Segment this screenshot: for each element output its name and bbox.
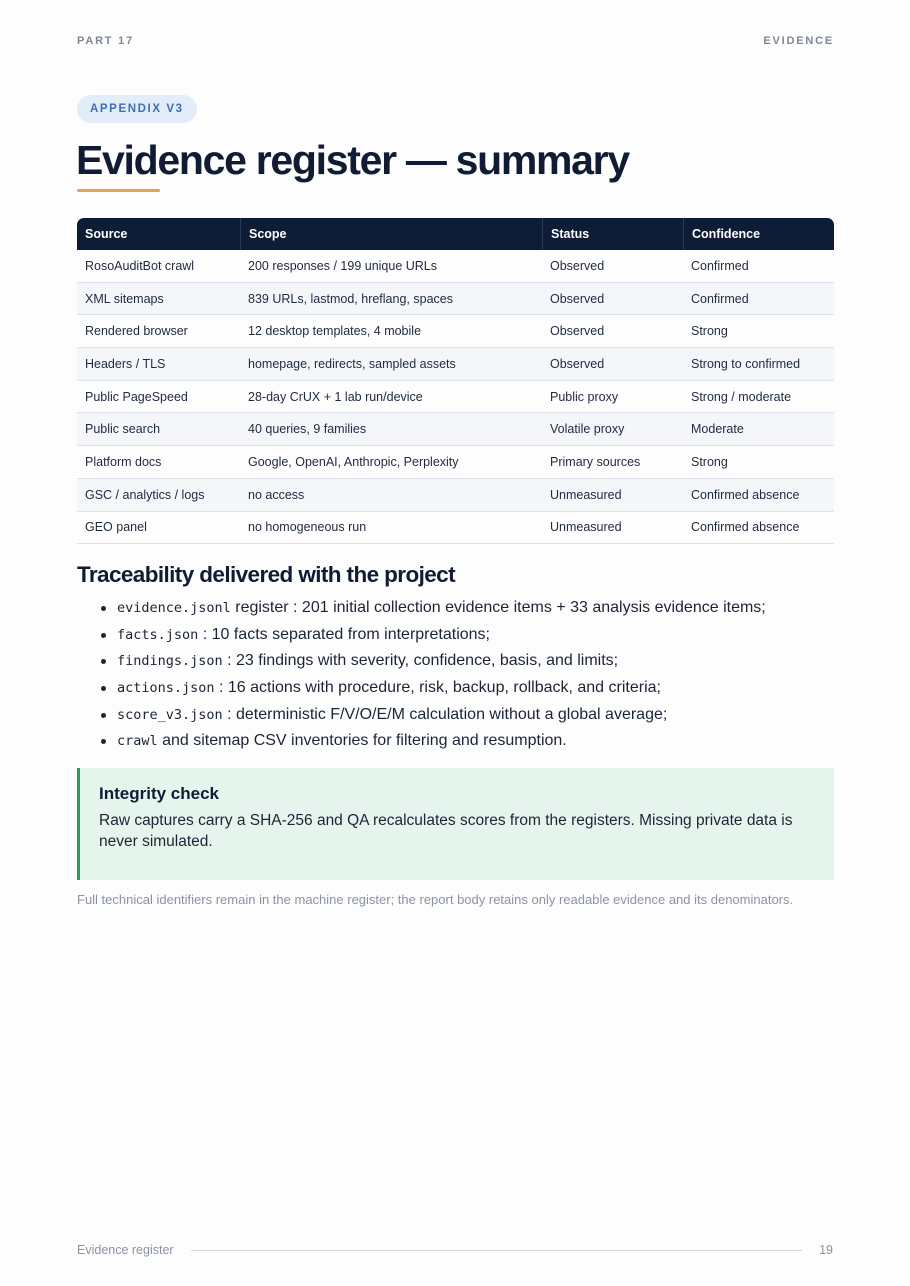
running-header: [77, 35, 834, 47]
cell-confidence: Strong to confirmed: [683, 348, 834, 381]
list-item: [117, 596, 837, 623]
cell-scope: 12 desktop templates, 4 mobile: [240, 315, 542, 348]
table-row: [77, 315, 834, 348]
table-row: [77, 283, 834, 316]
column-header-scope: Scope: [240, 218, 542, 250]
file-name: findings.json: [117, 653, 223, 670]
integrity-callout: [77, 768, 834, 880]
table-row: [77, 381, 834, 414]
table-row: [77, 250, 834, 283]
cell-status: Public proxy: [542, 381, 683, 414]
list-item: [117, 703, 837, 730]
footer-divider: [191, 1250, 803, 1251]
list-item-text: register : 201 initial collection evidence items + 33 analysis evidence items;: [230, 599, 766, 616]
file-name: facts.json: [117, 626, 199, 643]
cell-confidence: Confirmed absence: [683, 512, 834, 545]
cell-source: Public search: [77, 413, 240, 446]
cell-status: Unmeasured: [542, 512, 683, 545]
cell-scope: homepage, redirects, sampled assets: [240, 348, 542, 381]
cell-confidence: Strong: [683, 446, 834, 479]
cell-status: Observed: [542, 283, 683, 316]
cell-source: Public PageSpeed: [77, 381, 240, 414]
table-row: [77, 446, 834, 479]
cell-source: Platform docs: [77, 446, 240, 479]
cell-scope: 40 queries, 9 families: [240, 413, 542, 446]
table-header-row: [77, 218, 834, 250]
page-number: 19: [819, 1243, 833, 1257]
traceability-list: [117, 596, 837, 756]
cell-status: Observed: [542, 250, 683, 283]
cell-source: GEO panel: [77, 512, 240, 545]
page-footer: [77, 1243, 833, 1257]
cell-confidence: Confirmed: [683, 283, 834, 316]
cell-confidence: Confirmed absence: [683, 479, 834, 512]
cell-source: Rendered browser: [77, 315, 240, 348]
cell-status: Volatile proxy: [542, 413, 683, 446]
column-header-source: Source: [77, 218, 240, 250]
table-row: [77, 479, 834, 512]
list-item: [117, 649, 837, 676]
cell-status: Observed: [542, 348, 683, 381]
list-item: [117, 729, 837, 756]
column-header-confidence: Confidence: [683, 218, 834, 250]
list-item-text: : 16 actions with procedure, risk, backup, rollback, and criteria;: [214, 679, 661, 697]
cell-source: RosoAuditBot crawl: [77, 250, 240, 283]
cell-confidence: Strong: [683, 315, 834, 348]
section-label: EVIDENCE: [763, 35, 834, 47]
table-row: [77, 512, 834, 545]
cell-confidence: Confirmed: [683, 250, 834, 283]
column-header-status: Status: [542, 218, 683, 250]
file-name: score_v3.json: [117, 706, 223, 723]
file-name: actions.json: [117, 680, 215, 697]
callout-title: Integrity check: [99, 784, 219, 803]
footnote: Full technical identifiers remain in the machine register; the report body retains only readable evidence and its denominators.: [77, 892, 794, 907]
cell-confidence: Strong / moderate: [683, 381, 834, 414]
list-item: [117, 623, 837, 650]
cell-source: XML sitemaps: [77, 283, 240, 316]
cell-source: Headers / TLS: [77, 348, 240, 381]
cell-scope: Google, OpenAI, Anthropic, Perplexity: [240, 446, 542, 479]
list-item: [117, 676, 837, 703]
appendix-badge: APPENDIX V3: [77, 95, 197, 123]
table-row: [77, 413, 834, 446]
list-item-text: : 10 facts separated from interpretations;: [198, 625, 490, 643]
cell-source: GSC / analytics / logs: [77, 479, 240, 512]
cell-scope: 839 URLs, lastmod, hreflang, spaces: [240, 283, 542, 316]
file-name: evidence.jsonl: [117, 600, 231, 616]
table-row: [77, 348, 834, 381]
cell-scope: no access: [240, 479, 542, 512]
cell-scope: 28-day CrUX + 1 lab run/device: [240, 381, 542, 414]
cell-confidence: Moderate: [683, 413, 834, 446]
file-name: crawl: [117, 733, 158, 750]
footer-label: Evidence register: [77, 1243, 174, 1257]
cell-status: Primary sources: [542, 446, 683, 479]
cell-status: Observed: [542, 315, 683, 348]
list-item-text: : 23 findings with severity, confidence, basis, and limits;: [222, 652, 619, 670]
cell-scope: 200 responses / 199 unique URLs: [240, 250, 542, 283]
part-label: PART 17: [77, 35, 135, 47]
title-underline: [77, 189, 160, 192]
evidence-table: [77, 218, 834, 544]
cell-scope: no homogeneous run: [240, 512, 542, 545]
list-item-text: : deterministic F/V/O/E/M calculation without a global average;: [222, 705, 668, 723]
list-item-text: and sitemap CSV inventories for filtering and resumption.: [157, 732, 567, 750]
callout-body: Raw captures carry a SHA-256 and QA recalculates scores from the registers. Missing private data is never simulated.: [99, 812, 793, 850]
page-title: Evidence register — summary: [76, 137, 629, 183]
traceability-heading: Traceability delivered with the project: [77, 562, 455, 587]
cell-status: Unmeasured: [542, 479, 683, 512]
